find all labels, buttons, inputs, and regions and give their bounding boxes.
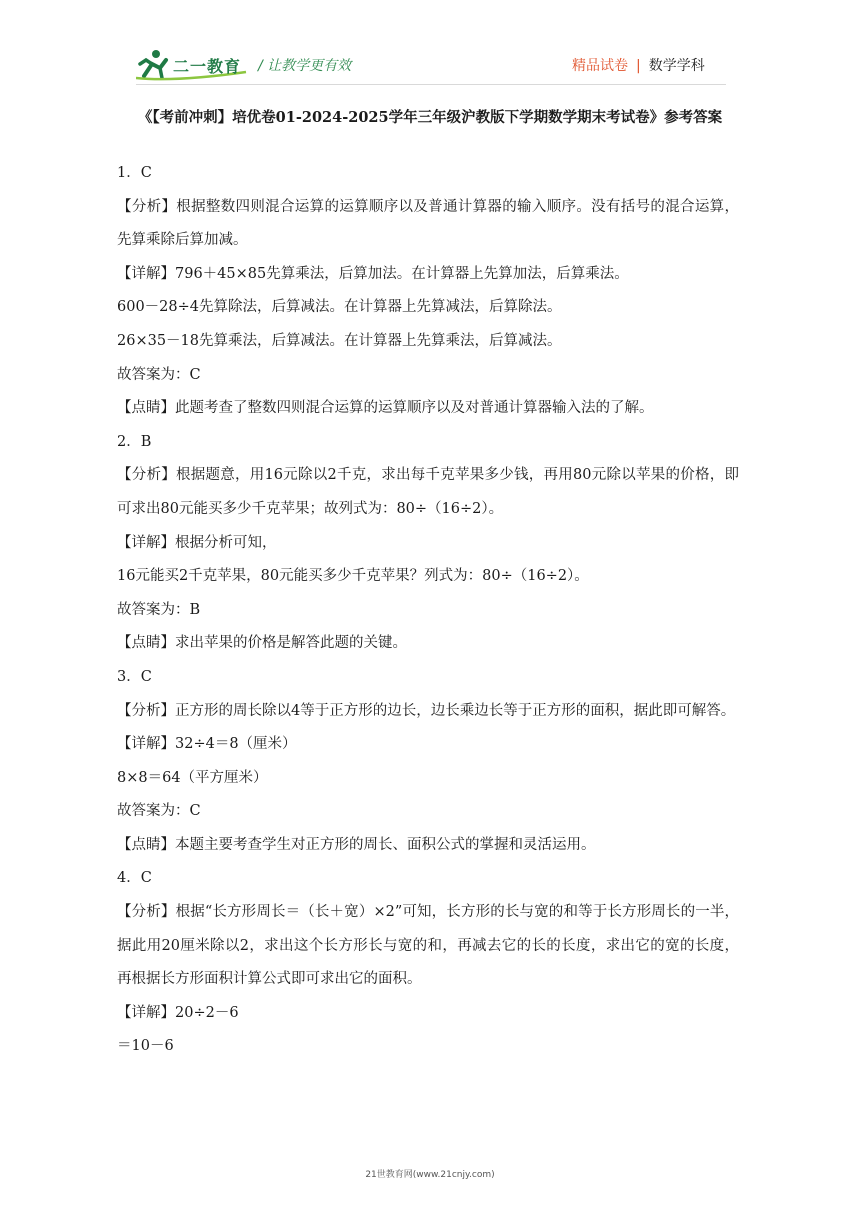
answer-line: 故答案为：C — [117, 803, 201, 820]
comment-line: 【点睛】此题考查了整数四则混合运算的运算顺序以及对普通计算器输入法的了解。 — [117, 400, 654, 417]
answer-number: 3．C — [117, 668, 152, 685]
slogan: / 让教学更有效 — [258, 58, 352, 74]
page-footer: 21世教育网(www.21cnjy.com) — [365, 1170, 495, 1180]
analysis-paragraph: 【分析】根据“长方形周长＝（长＋宽）×2”可知，长方形的长与宽的和等于长方形周长的一半，据此用20厘米除以2，求出这个长方形长与宽的和，再减去它的长的长度，求出它的宽的长度，再根据长方形面积计算公式即可求出它的面积。 — [117, 904, 739, 988]
analysis-paragraph: 【分析】正方形的周长除以4等于正方形的边长，边长乘边长等于正方形的面积，据此即可解答。 — [117, 702, 736, 719]
analysis-paragraph: 【分析】根据整数四则混合运算的运算顺序以及普通计算器的输入顺序。没有括号的混合运算，先算乘除后算加减。 — [117, 198, 739, 249]
answer-number: 4．C — [117, 870, 152, 887]
header-tags — [572, 55, 705, 75]
logo-text: 二一教育 — [173, 57, 242, 76]
tag-quality: 精品试卷 — [572, 58, 628, 74]
page-header — [0, 0, 860, 90]
answer-number: 1．C — [117, 165, 152, 181]
answer-content — [117, 157, 739, 1064]
detail-line: 8×8＝64（平方厘米） — [117, 769, 268, 786]
document-title: 《【考前冲刺】培优卷01-2024-2025学年三年级沪教版下学期数学期末考试卷》参考答案 — [137, 109, 723, 126]
tag-separator: | — [636, 58, 641, 74]
detail-line: 26×35－18先算乘法，后算减法。在计算器上先算乘法，后算减法。 — [117, 332, 562, 349]
analysis-paragraph: 【分析】根据题意，用16元除以2千克，求出每千克苹果多少钱，再用80元除以苹果的价格，即可求出80元能买多少千克苹果；故列式为：80÷（16÷2）。 — [117, 467, 739, 517]
answer-line: 故答案为：C — [117, 366, 201, 383]
tag-subject: 数学学科 — [648, 58, 705, 74]
detail-line: ＝10－6 — [117, 1038, 174, 1055]
answer-number: 2．B — [117, 433, 152, 450]
header-divider — [136, 84, 726, 85]
detail-line: 600－28÷4先算除法，后算减法。在计算器上先算减法，后算除法。 — [117, 299, 562, 316]
detail-line: 【详解】20÷2－6 — [117, 1004, 239, 1021]
comment-line: 【点睛】求出苹果的价格是解答此题的关键。 — [117, 635, 407, 652]
answer-line: 故答案为：B — [117, 601, 201, 618]
detail-line: 【详解】32÷4＝8（厘米） — [117, 736, 297, 753]
comment-line: 【点睛】本题主要考查学生对正方形的周长、面积公式的掌握和灵活运用。 — [117, 836, 596, 853]
detail-line: 【详解】根据分析可知， — [117, 534, 277, 551]
detail-line: 【详解】796＋45×85先算乘法，后算加法。在计算器上先算加法，后算乘法。 — [117, 265, 629, 282]
detail-line: 16元能买2千克苹果，80元能买多少千克苹果？列式为：80÷（16÷2）。 — [117, 568, 589, 585]
